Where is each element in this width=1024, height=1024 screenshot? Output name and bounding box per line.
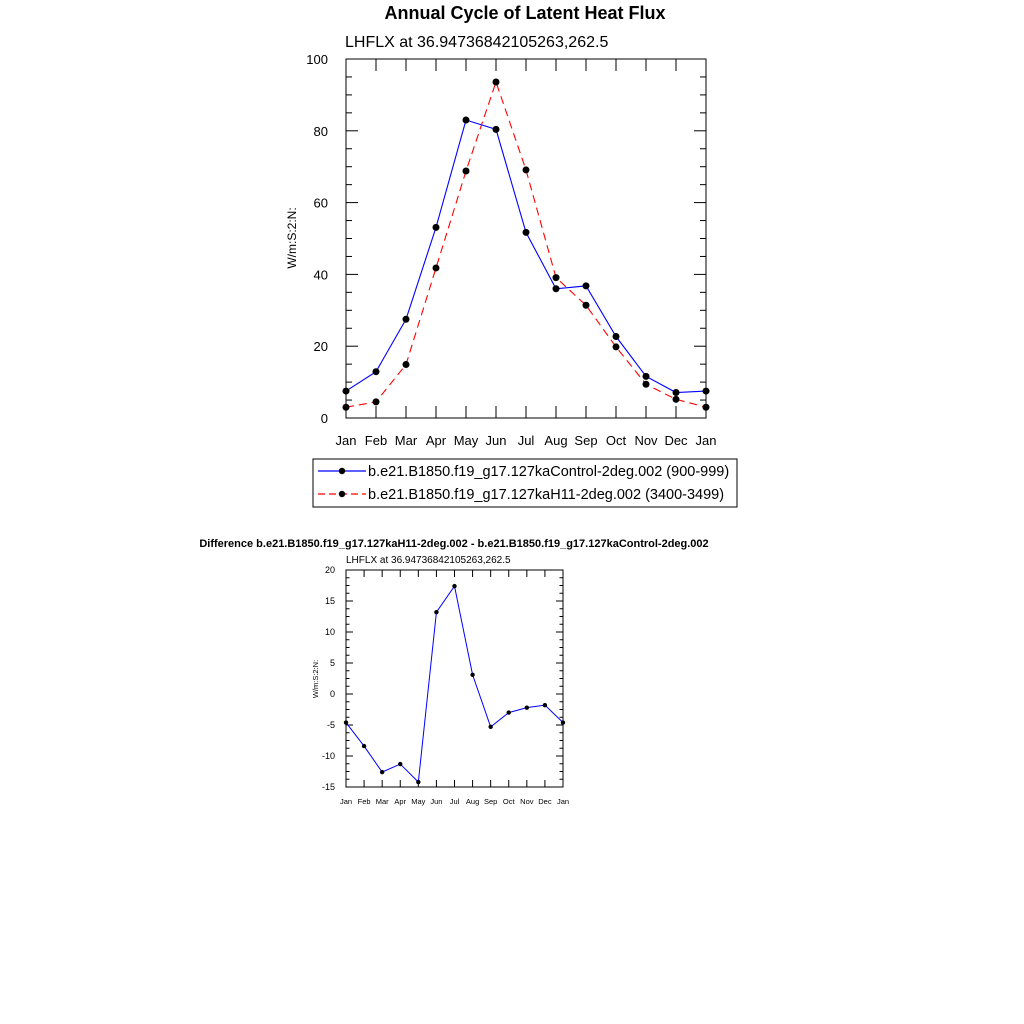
series-line-0 — [346, 120, 706, 392]
data-point-s0-3 — [398, 762, 402, 766]
data-point-s1-4 — [463, 168, 470, 175]
data-point-s0-12 — [561, 720, 565, 724]
series-line-0 — [346, 586, 563, 782]
y-tick-label: -15 — [321, 782, 335, 792]
data-point-s0-7 — [553, 285, 560, 292]
data-point-s0-5 — [493, 126, 500, 133]
x-tick-label: Jan — [339, 797, 353, 806]
x-tick-label: Dec — [538, 797, 552, 806]
legend — [313, 459, 737, 507]
x-tick-label: Jul — [449, 797, 460, 806]
y-tick-label: 5 — [329, 658, 335, 668]
x-tick-label: Aug — [544, 433, 568, 448]
data-point-s1-10 — [643, 381, 650, 388]
y-tick-label: -5 — [326, 720, 335, 730]
y-tick-label: 60 — [313, 195, 328, 211]
y-tick-label: 40 — [313, 267, 328, 283]
data-point-s1-1 — [373, 398, 380, 405]
data-point-s0-5 — [434, 610, 438, 614]
data-point-s1-7 — [553, 274, 560, 281]
y-tick-label: 15 — [324, 596, 335, 606]
plot-frame — [346, 59, 706, 418]
x-tick-label: Aug — [465, 797, 480, 806]
y-tick-label: 20 — [313, 339, 328, 355]
x-tick-label: Dec — [664, 433, 688, 448]
x-tick-label: Jan — [695, 433, 717, 448]
x-tick-label: Jan — [556, 797, 570, 806]
x-tick-label: Jul — [517, 433, 535, 448]
data-point-s0-11 — [543, 703, 547, 707]
y-tick-label: 80 — [313, 123, 328, 139]
data-point-s0-6 — [523, 229, 530, 236]
y-tick-label: 10 — [324, 627, 335, 637]
y-tick-label: -10 — [321, 751, 335, 761]
y-axis-label: W/m:S:2:N: — [285, 207, 299, 269]
data-point-s0-12 — [703, 388, 710, 395]
main-plot-area — [306, 52, 716, 448]
x-tick-label: Feb — [364, 433, 388, 448]
data-point-s1-3 — [433, 264, 440, 271]
x-tick-label: Feb — [357, 797, 371, 806]
data-point-s0-6 — [452, 584, 456, 588]
data-point-s0-9 — [613, 333, 620, 340]
data-point-s0-8 — [583, 282, 590, 289]
chart-title: Annual Cycle of Latent Heat Flux — [384, 3, 666, 23]
data-point-s1-5 — [493, 78, 500, 85]
plot-frame — [346, 570, 563, 787]
x-tick-label: Apr — [394, 797, 407, 806]
data-point-s0-3 — [433, 224, 440, 231]
data-point-s0-2 — [403, 316, 410, 323]
data-point-s1-9 — [613, 343, 620, 350]
data-point-s0-10 — [525, 705, 529, 709]
data-point-s0-11 — [673, 389, 680, 396]
x-tick-label: Oct — [502, 797, 515, 806]
data-point-s1-6 — [523, 166, 530, 173]
chart-subtitle: LHFLX at 36.94736842105263,262.5 — [345, 34, 609, 51]
data-point-s1-2 — [403, 361, 410, 368]
difference-y-axis-label: W/m:S:2:N: — [311, 659, 320, 699]
y-tick-label: 0 — [320, 411, 328, 426]
data-point-s0-2 — [380, 770, 384, 774]
legend-marker-h11 — [339, 491, 345, 497]
data-point-s0-4 — [463, 117, 470, 124]
data-point-s0-1 — [373, 368, 380, 375]
difference-chart-subtitle: LHFLX at 36.94736842105263,262.5 — [346, 555, 511, 566]
x-tick-label: Oct — [605, 433, 627, 448]
data-point-s1-11 — [673, 396, 680, 403]
x-tick-label: Nov — [634, 433, 658, 448]
data-point-s1-12 — [703, 404, 710, 411]
y-tick-label: 20 — [324, 565, 335, 575]
x-tick-label: Mar — [394, 433, 418, 448]
data-point-s0-7 — [470, 673, 474, 677]
x-tick-label: Sep — [574, 433, 598, 448]
y-tick-label: 100 — [306, 52, 328, 67]
x-tick-label: Nov — [520, 797, 534, 806]
difference-plot-area — [322, 565, 569, 806]
data-point-s0-10 — [643, 373, 650, 380]
x-tick-label: Jun — [430, 797, 443, 806]
difference-chart-title: Difference b.e21.B1850.f19_g17.127kaH11-2deg.002 - b.e21.B1850.f19_g17.127kaControl-2deg.002 — [199, 538, 709, 550]
y-tick-label: 0 — [329, 689, 335, 699]
x-tick-label: Mar — [375, 797, 389, 806]
x-tick-label: Jan — [335, 433, 357, 448]
legend-marker-control — [339, 468, 345, 474]
data-point-s1-0 — [343, 404, 350, 411]
data-point-s0-4 — [416, 780, 420, 784]
data-point-s0-8 — [488, 725, 492, 729]
x-tick-label: May — [411, 797, 426, 806]
data-point-s0-9 — [507, 710, 511, 714]
data-point-s1-8 — [583, 302, 590, 309]
legend-entry-h11: b.e21.B1850.f19_g17.127kaH11-2deg.002 (3400-3499) — [368, 487, 725, 503]
x-tick-label: May — [453, 433, 479, 448]
data-point-s0-1 — [362, 744, 366, 748]
x-tick-label: Jun — [485, 433, 507, 448]
data-point-s0-0 — [344, 720, 348, 724]
legend-entry-control: b.e21.B1850.f19_g17.127kaControl-2deg.002 (900-999) — [368, 464, 730, 480]
series-line-1 — [346, 82, 706, 407]
x-tick-label: Sep — [483, 797, 498, 806]
data-point-s0-0 — [343, 388, 350, 395]
x-tick-label: Apr — [425, 433, 447, 448]
